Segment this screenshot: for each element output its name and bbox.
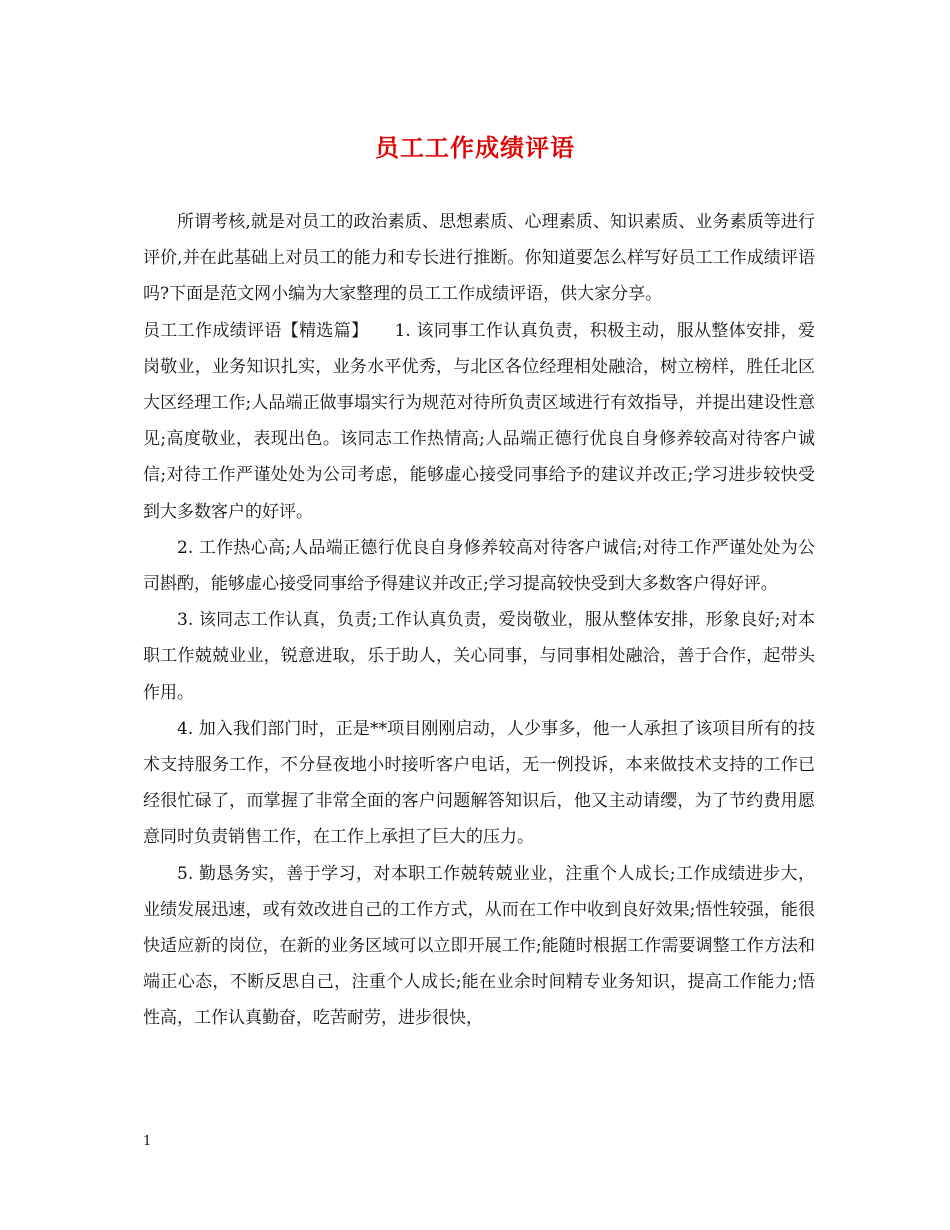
- comment-paragraph-2: 2. 工作热心高;人品端正德行优良自身修养较高对待客户诚信;对待工作严谨处处为公司斟酌，能够虚心接受同事给予得建议并改正;学习提高较快受到大多数客户得好评。: [143, 537, 815, 595]
- page-number: 1: [143, 1134, 152, 1149]
- document-title: 员工工作成绩评语: [375, 133, 575, 162]
- section-heading-paragraph: 员工工作成绩评语【精选篇】 1. 该同事工作认真负责，积极主动，服从整体安排，爱岗敬业，业务知识扎实，业务水平优秀，与北区各位经理相处融洽，树立榜样，胜任北区大区经理工作;人品端正做事塌实行为规范对待所负责区域进行有效指导，并提出建设性意见;高度敬业，表现出色。该同志工作热情高;人品端正德行优良自身修养较高对待客户诚信;对待工作严谨处处为公司考虑，能够虚心接受同事给予的建议并改正;学习进步较快受到大多数客户的好评。: [143, 320, 815, 522]
- comment-paragraph-4: 4. 加入我们部门时，正是**项目刚刚启动，人少事多，他一人承担了该项目所有的技术支持服务工作，不分昼夜地小时接听客户电话，无一例投诉，本来做技术支持的工作已经很忙碌了，而掌握了非常全面的客户问题解答知识后，他又主动请缨，为了节约费用愿意同时负责销售工作，在工作上承担了巨大的压力。: [143, 718, 815, 848]
- intro-paragraph: 所谓考核,就是对员工的政治素质、思想素质、心理素质、知识素质、业务素质等进行评价,并在此基础上对员工的能力和专长进行推断。你知道要怎么样写好员工工作成绩评语吗?下面是范文网小编为大家整理的员工工作成绩评语，供大家分享。: [143, 212, 815, 305]
- comment-paragraph-3: 3. 该同志工作认真，负责;工作认真负责，爱岗敬业，服从整体安排，形象良好;对本职工作兢兢业业，锐意进取，乐于助人，关心同事，与同事相处融洽，善于合作，起带头作用。: [143, 610, 815, 703]
- document-body: [143, 204, 815, 1037]
- comment-paragraph-5: 5. 勤恳务实，善于学习，对本职工作兢转兢业业，注重个人成长;工作成绩进步大，业绩发展迅速，或有效改进自己的工作方式，从而在工作中收到良好效果;悟性较强，能很快适应新的岗位，在新的业务区域可以立即开展工作;能随时根据工作需要调整工作方法和端正心态，不断反思自己，注重个人成长;能在业余时间精专业务知识，提高工作能力;悟性高，工作认真勤奋，吃苦耐劳，进步很快，: [143, 863, 815, 1029]
